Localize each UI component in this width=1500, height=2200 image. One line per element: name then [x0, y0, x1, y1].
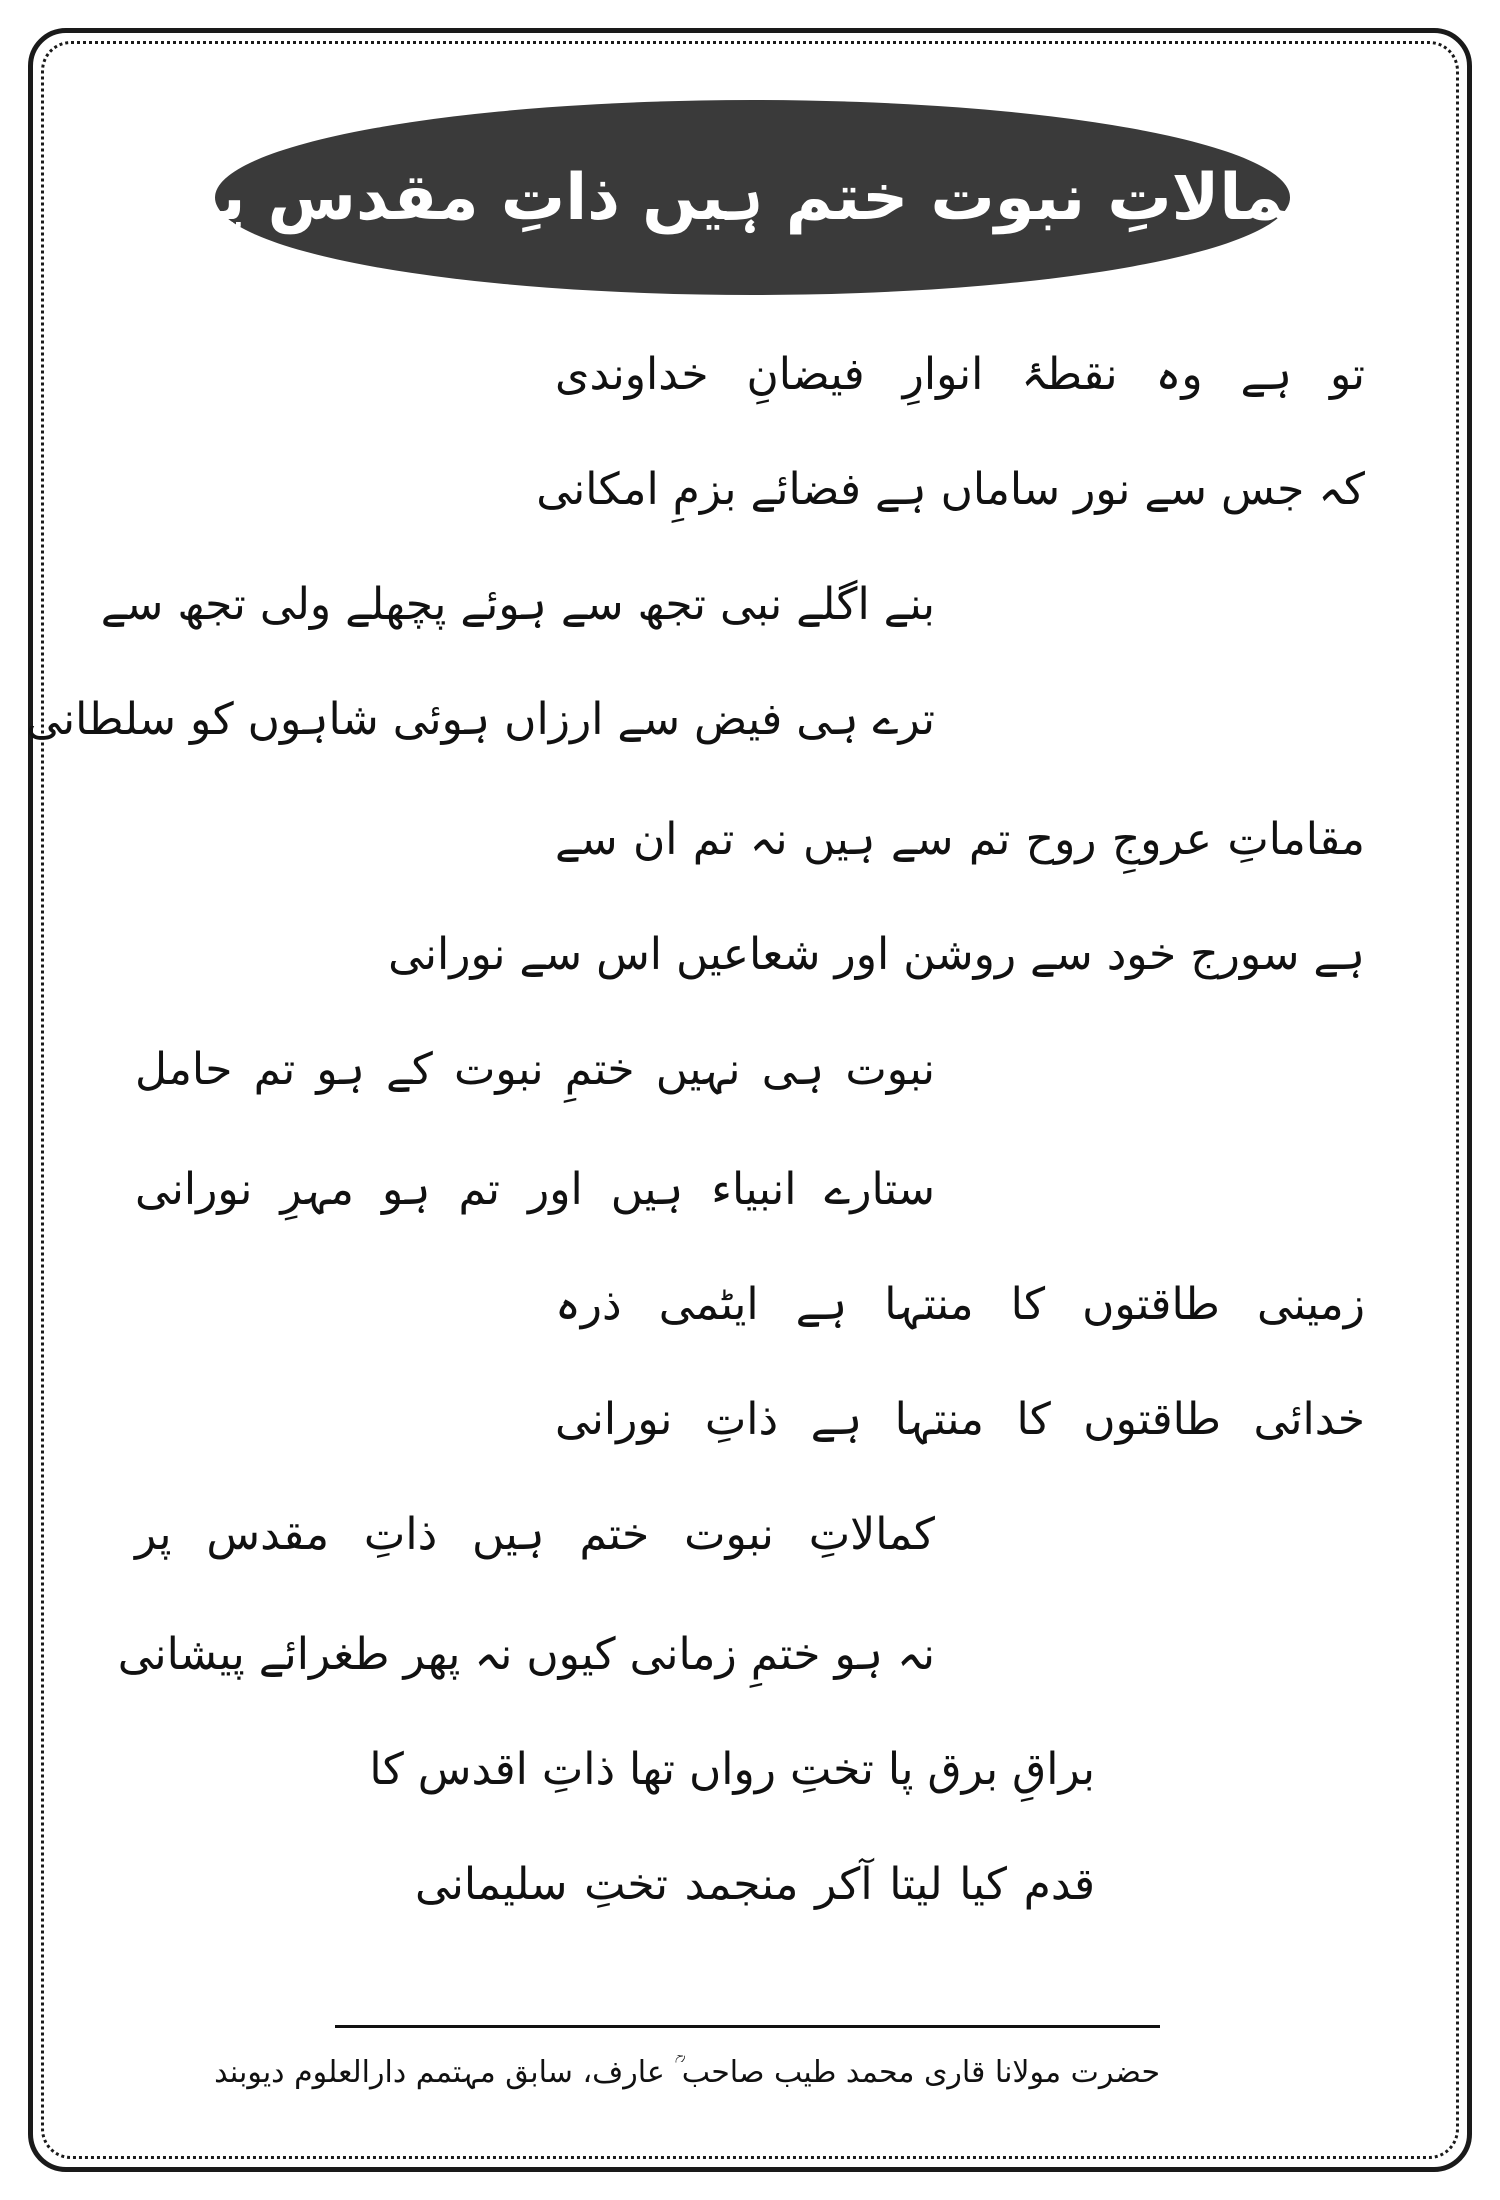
- verse-13: براقِ برق پا تختِ رواں تھا ذاتِ اقدس کا: [369, 1744, 1095, 1795]
- verse-4: ترے ہی فیض سے ارزاں ہوئی شاہوں کو سلطانی: [26, 694, 935, 745]
- verse-3: بنے اگلے نبی تجھ سے ہوئے پچھلے ولی تجھ سے: [100, 579, 935, 630]
- verse-7: نبوت ہی نہیں ختمِ نبوت کے ہو تم حامل: [135, 1044, 935, 1095]
- verse-6: ہے سورج خود سے روشن اور شعاعیں اس سے نورانی: [388, 929, 1365, 980]
- verse-5: مقاماتِ عروجِ روح تم سے ہیں نہ تم ان سے: [555, 814, 1365, 865]
- verse-12: نہ ہو ختمِ زمانی کیوں نہ پھر طغرائے پیشانی: [117, 1629, 935, 1680]
- verse-14: قدم کیا لیتا آکر منجمد تختِ سلیمانی: [415, 1859, 1095, 1910]
- attribution: حضرت مولانا قاری محمد طیب صاحب ؒ عارف، سابق مہتمم دارالعلوم دیوبند: [214, 2055, 1160, 2090]
- verse-1: تو ہے وہ نقطۂ انوارِ فیضانِ خداوندی: [555, 349, 1365, 400]
- page-title: کمالاتِ نبوت ختم ہیں ذاتِ مقدس پر: [181, 161, 1324, 235]
- verse-11: کمالاتِ نبوت ختم ہیں ذاتِ مقدس پر: [135, 1509, 935, 1560]
- verse-10: خدائی طاقتوں کا منتہا ہے ذاتِ نورانی: [555, 1394, 1365, 1445]
- verse-9: زمینی طاقتوں کا منتہا ہے ایٹمی ذرہ: [555, 1279, 1365, 1330]
- verse-2: کہ جس سے نور ساماں ہے فضائے بزمِ امکانی: [536, 464, 1365, 515]
- footer-divider: [335, 2025, 1160, 2028]
- verse-8: ستارے انبیاء ہیں اور تم ہو مہرِ نورانی: [135, 1164, 935, 1215]
- title-banner: [181, 100, 1324, 295]
